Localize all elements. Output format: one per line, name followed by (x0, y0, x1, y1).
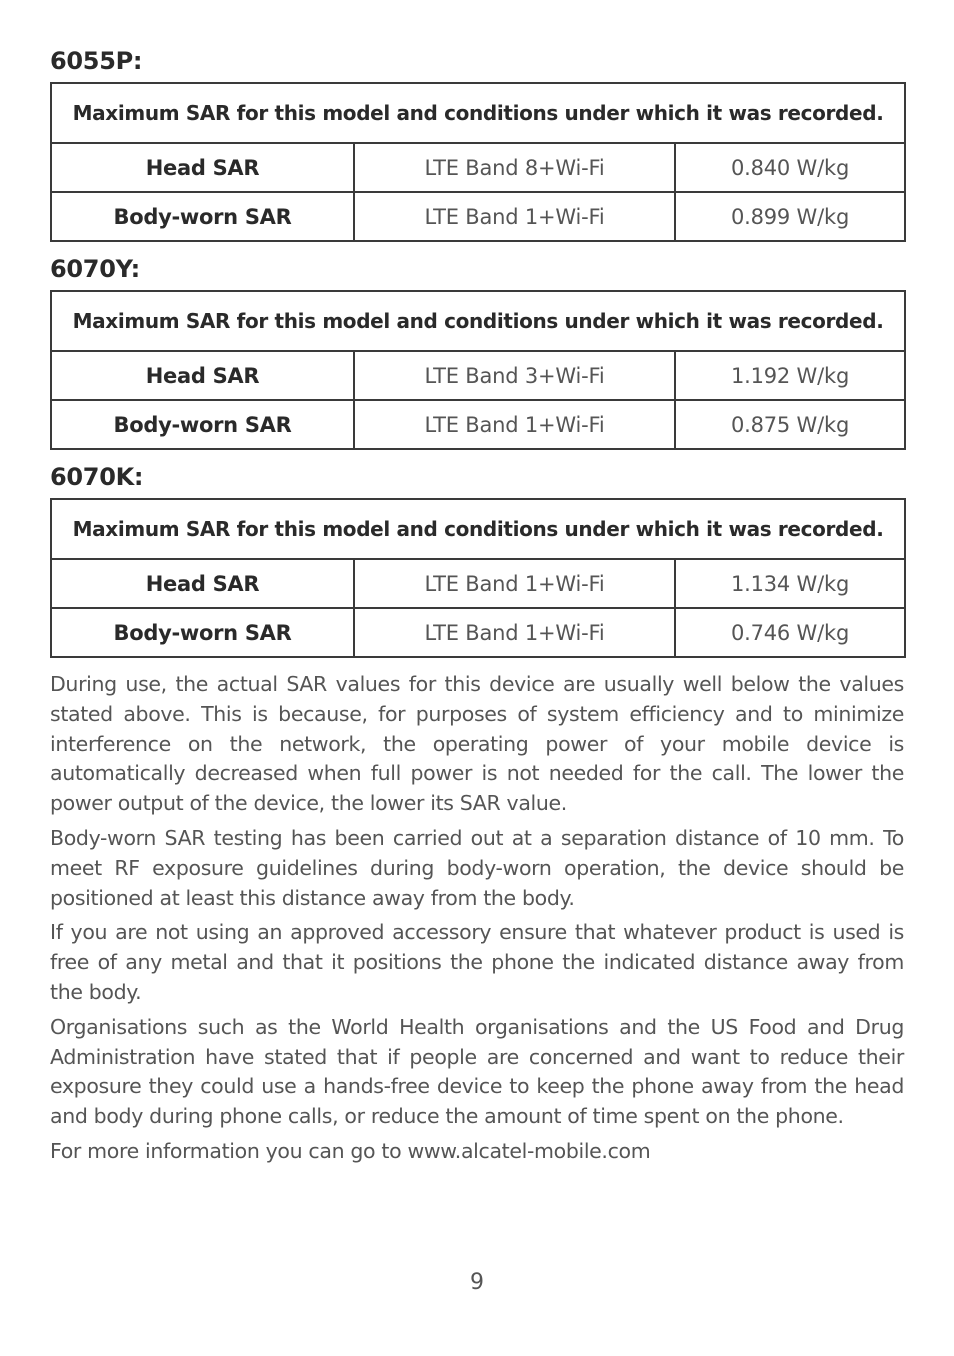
paragraph-sar-usage: During use, the actual SAR values for this device are usually well below the values stated above. This is because, for purposes of system efficiency and to minimize interference on the network, the operating power of your mobile device is automatically decreased when full power is not needed for the call. The lower the power output of the device, the lower its SAR value. (50, 672, 904, 816)
sar-band: LTE Band 1+Wi-Fi (354, 608, 675, 657)
sar-band: LTE Band 1+Wi-Fi (354, 400, 675, 449)
table-row (51, 608, 905, 657)
sar-band: LTE Band 1+Wi-Fi (354, 559, 675, 608)
sar-band: LTE Band 1+Wi-Fi (354, 192, 675, 241)
model-title: 6070Y: (50, 255, 140, 283)
sar-value: 0.840 W/kg (675, 143, 905, 192)
table-row (51, 192, 905, 241)
sar-table-caption: Maximum SAR for this model and conditions under which it was recorded. (51, 499, 905, 559)
table-row (51, 143, 905, 192)
sar-type-label: Body-worn SAR (51, 608, 354, 657)
sar-type-label: Body-worn SAR (51, 400, 354, 449)
sar-value: 1.192 W/kg (675, 351, 905, 400)
sar-type-label: Body-worn SAR (51, 192, 354, 241)
page-number: 9 (470, 1270, 484, 1295)
sar-type-label: Head SAR (51, 559, 354, 608)
sar-section-6070k (50, 462, 904, 658)
sar-band: LTE Band 3+Wi-Fi (354, 351, 675, 400)
paragraph-organisations: Organisations such as the World Health organisations and the US Food and Drug Administration have stated that if people are concerned and want to reduce their exposure they could use a hands-free device to keep the phone away from the head and body during phone calls, or reduce the amount of time spent on the phone. (50, 1014, 904, 1129)
sar-section-6055p (50, 46, 904, 242)
sar-table-caption: Maximum SAR for this model and conditions under which it was recorded. (51, 291, 905, 351)
model-title: 6055P: (50, 47, 143, 75)
sar-table-caption: Maximum SAR for this model and conditions under which it was recorded. (51, 83, 905, 143)
sar-value: 0.899 W/kg (675, 192, 905, 241)
model-title: 6070K: (50, 463, 144, 491)
paragraph-body-worn-testing: Body-worn SAR testing has been carried out at a separation distance of 10 mm. To meet RF exposure guidelines during body-worn operation, the device should be positioned at least this distance away from the body. (50, 825, 904, 910)
table-row (51, 400, 905, 449)
paragraph-more-info: For more information you can go to www.alcatel-mobile.com (50, 1138, 651, 1163)
sar-type-label: Head SAR (51, 351, 354, 400)
table-row (51, 559, 905, 608)
sar-table (50, 290, 906, 450)
table-row (51, 351, 905, 400)
sar-section-6070y (50, 254, 904, 450)
sar-value: 0.746 W/kg (675, 608, 905, 657)
document-page (50, 46, 904, 1172)
sar-table (50, 498, 906, 658)
sar-table (50, 82, 906, 242)
sar-value: 0.875 W/kg (675, 400, 905, 449)
sar-type-label: Head SAR (51, 143, 354, 192)
sar-band: LTE Band 8+Wi-Fi (354, 143, 675, 192)
sar-value: 1.134 W/kg (675, 559, 905, 608)
paragraph-accessory: If you are not using an approved accessory ensure that whatever product is used is free of any metal and that it positions the phone the indicated distance away from the body. (50, 920, 904, 1004)
